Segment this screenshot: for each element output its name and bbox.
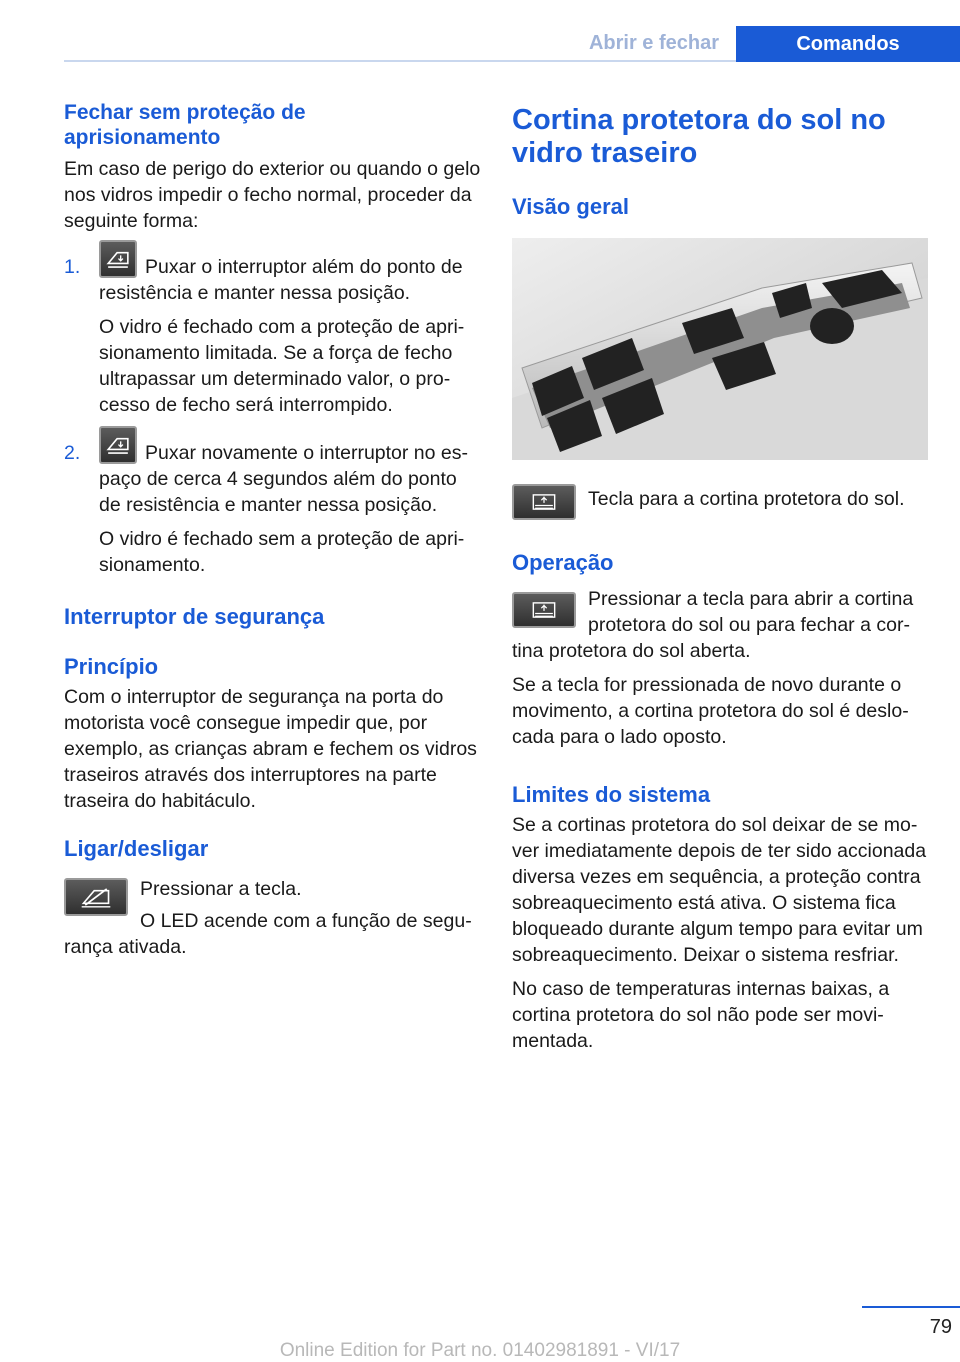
window-lift-icon — [99, 426, 137, 464]
sunblind-icon — [512, 484, 576, 520]
heading-on-off: Ligar/desligar — [64, 836, 209, 861]
caption-text: Tecla para a cortina protetora do sol. — [588, 488, 905, 510]
page-number: 79 — [929, 1316, 952, 1338]
switch-block — [64, 876, 482, 960]
tab-active[interactable]: Comandos — [736, 26, 960, 62]
heading-close-without-protection: Fechar sem proteção de aprisionamento — [64, 101, 306, 149]
child-lock-icon — [64, 878, 128, 916]
intro-paragraph: Em caso de perigo do exterior ou quando o gelo nos vidros impedir o fecho normal, proceder da seguinte forma: — [64, 158, 481, 232]
step-1 — [64, 254, 482, 418]
door-switch-panel-photo — [512, 238, 928, 460]
caption-row — [512, 484, 932, 520]
right-column — [512, 104, 932, 1054]
step-1-note: O vidro é fechado com a proteção de aprisionamento limitada. Se a força de fecho ultrapassar um determinado valor, o processo de fecho será interrompido. — [99, 316, 465, 416]
principle-paragraph: Com o interruptor de segurança na porta do motorista você consegue impedir que, por exemplo, as crianças abram e fechem os vidros traseiros através dos interruptores na parte traseira do habitáculo. — [64, 686, 477, 812]
tab-section[interactable]: Abrir e fechar — [588, 32, 720, 54]
limits-paragraph: Se a cortinas protetora do sol deixar de se mover imediatamente depois de ter sido accionada diversa vezes em sequência, a proteção contra sobreaquecimento está ativa. O sistema fica bloqueado durante algum tempo para evitar um sobreaquecimento. Deixar o sistema resfriar. — [512, 814, 927, 966]
sunblind-icon — [512, 592, 576, 628]
step-number: 1. — [64, 256, 81, 278]
heading-system-limits: Limites do sistema — [512, 782, 711, 807]
step-text — [99, 440, 482, 518]
heading-operation: Operação — [512, 550, 614, 575]
left-column — [64, 100, 482, 960]
edition-footer: Online Edition for Part no. 01402981891 - VI/17 — [279, 1340, 681, 1361]
step-1-text: Puxar o interruptor além do ponto de resistência e manter nessa posição. — [99, 256, 463, 304]
operation-block — [512, 586, 932, 664]
limits-paragraph-2: No caso de temperaturas internas baixas, a cortina protetora do sol não pode ser movimentada. — [512, 978, 890, 1052]
step-2-text: Puxar novamente o interruptor no espaço de cerca 4 segundos além do ponto de resistência e manter nessa posição. — [99, 442, 469, 516]
switch-line-1: Pressionar a tecla. — [140, 878, 302, 900]
switch-line-2: O LED acende com a função de segurança ativada. — [64, 910, 472, 958]
heading-overview: Visão geral — [512, 194, 629, 219]
heading-principle: Princípio — [64, 654, 159, 679]
heading-sunblind: Cortina protetora do sol no vidro traseiro — [512, 104, 886, 169]
step-2 — [64, 440, 482, 578]
operation-paragraph-2: Se a tecla for pressionada de novo durante o movimento, a cortina protetora do sol é deslocada para o lado oposto. — [512, 674, 909, 748]
heading-safety-switch: Interruptor de segurança — [64, 604, 325, 629]
operation-paragraph: Pressionar a tecla para abrir a cortina protetora do sol ou para fechar a cortina protetora do sol aberta. — [512, 588, 914, 662]
step-number: 2. — [64, 442, 81, 464]
step-2-note: O vidro é fechado sem a proteção de aprisionamento. — [99, 528, 465, 576]
footer-rule — [862, 1306, 960, 1308]
step-text — [99, 254, 482, 306]
window-lift-icon — [99, 240, 137, 278]
